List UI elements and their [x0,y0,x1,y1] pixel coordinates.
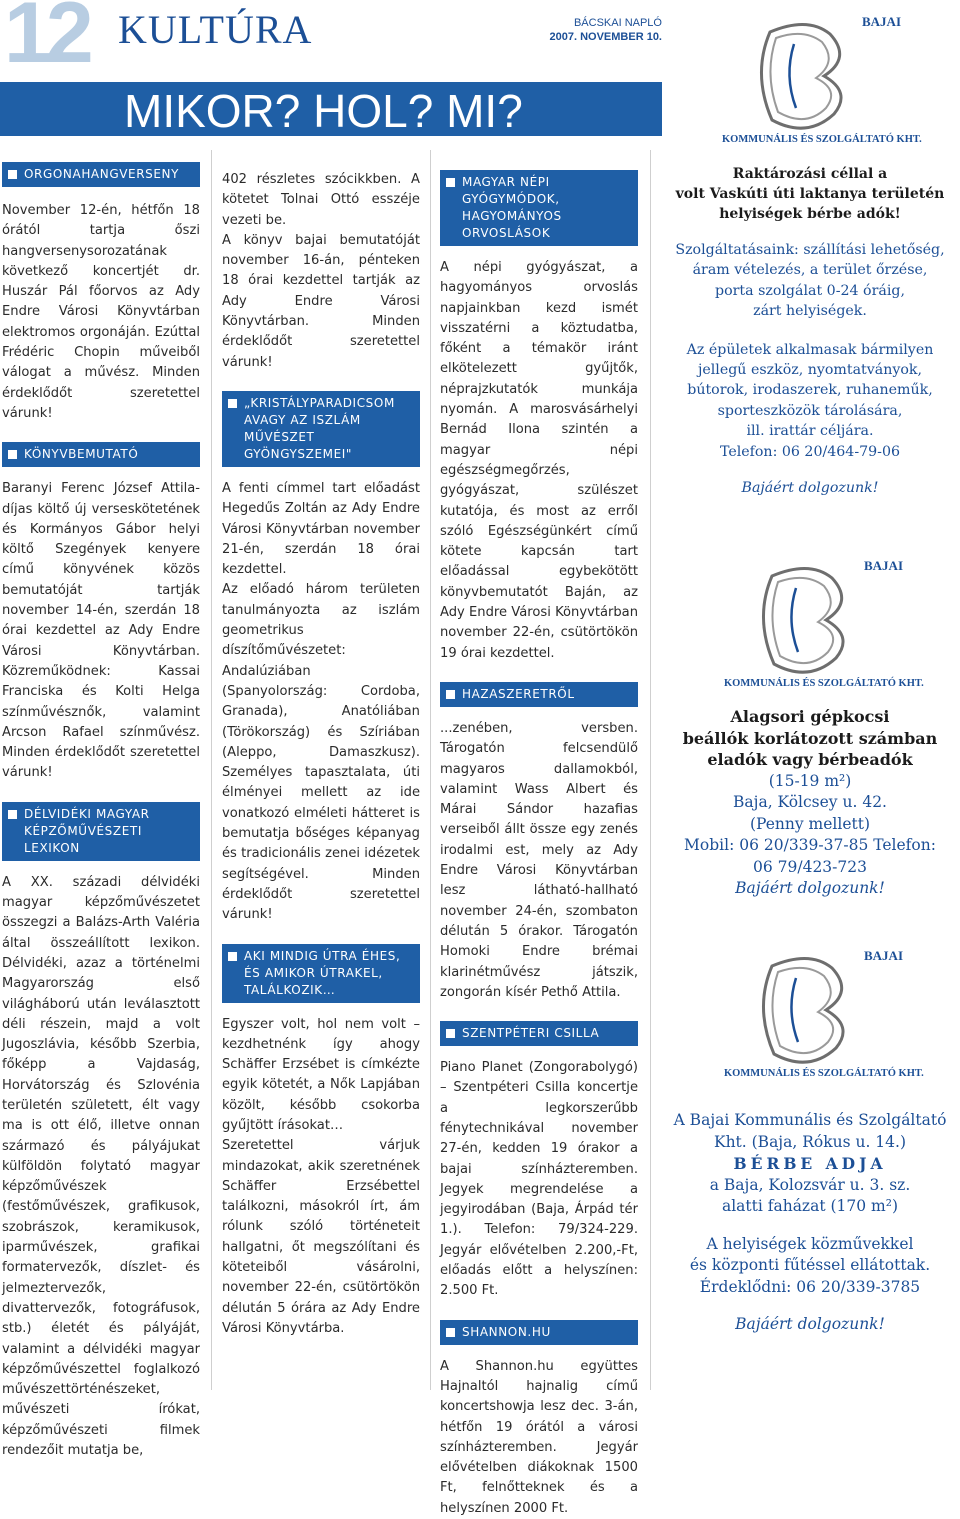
column-divider [650,150,651,1390]
section-tag-label: AKI MINDIG ÚTRA ÉHES, ÉS AMIKOR ÚTRAKEL, TALÁLKOZIK… [244,948,401,997]
article-text: Egyszer volt, hol nem volt – kezdhetnénk így ahogy Schäffer Erzsébet is címkézte egyik kötetét, a Nők Lapjában közölt, később csokorba gyűjtött írásokat… [222,1016,420,1133]
bullet-square-icon [446,690,455,699]
ad-text: Baja, Kölcsey u. 42. [733,793,887,811]
bullet-square-icon [228,399,237,408]
bullet-square-icon [8,450,17,459]
ad-text: és központi fűtéssel ellátottak. [689,1256,931,1274]
logo-bottom-text: KOMMUNÁLIS ÉS SZOLGÁLTATÓ KHT. [724,678,924,689]
headline: MIKOR? HOL? MI? [124,85,523,137]
ad-slogan: Bajáért dolgozunk! [741,480,879,497]
section-tag [2,162,200,187]
bullet-square-icon [446,1328,455,1337]
section-tag [440,1021,638,1046]
section-tag [440,1320,638,1345]
ad-text: A helyiségek közművekkel [706,1234,914,1253]
advertisement-column [664,0,960,1395]
ad-text: a Baja, Kolozsvár u. 3. sz. [709,1175,911,1194]
ad-heading: BÉRBE ADJA [733,1154,887,1173]
bullet-square-icon [8,810,17,819]
ad-text: alatti faházat (170 m²) [721,1197,899,1215]
article-column-1 [2,162,200,1461]
ad-text: sporteszközök tárolására, [717,402,903,419]
article-text: A népi gyógyászat, a hagyományos orvoslás napjainkban kezd ismét visszatérni a köztudatba, főként a témakör iránt elkötelezett gyűjtők, néprajzkutatók munkája nyomán. A marosvásárhelyi Bernád Ilona szintén a magyar népi egészségmegőrzés, gyógyászat, szülészet kutatója, és most az erről szóló Egészségünkért című kötete kapcsán tart előadással egybekötött könyvbemutatót Baján, az Ady Endre Városi Könyvtárban november 22-én, csütörtökön 19 órai kezdettel. [440,260,638,661]
ad-heading: helyiségek bérbe adók! [719,206,901,222]
article-text: A könyv bajai bemutatóját november 16-án, pénteken 18 órai kezdettel tartják az Ady Endre Városi Könyvtárban. Minden érdeklődőt szeretettel várunk! [222,232,420,370]
section-tag [440,682,638,707]
logo-top-text: BAJAI [862,14,902,29]
column-divider [430,150,431,1390]
section-tag-label: KÖNYVBEMUTATÓ [24,447,139,462]
ad-text: Kht. (Baja, Rókus u. 14.) [713,1132,907,1151]
ad-text: ill. irattár céljára. [746,423,874,440]
page-number: 12 [4,0,88,81]
logo-top-text: BAJAI [864,558,904,573]
parking-ad [664,706,956,900]
ad-text: áram vételezés, a terület őrzése, [692,262,928,279]
section-tag [2,442,200,467]
ad-text: Szolgáltatásaink: szállítási lehetőség, [675,242,945,258]
logo-bottom-text: KOMMUNÁLIS ÉS SZOLGÁLTATÓ KHT. [724,1068,924,1079]
ad-text: porta szolgálat 0-24 óráig, [715,282,905,299]
ad-text: (15-19 m²) [768,771,852,790]
article-text: ...zenében, versben. Tárogatón felcsendülő magyaros dallamokból, valamint Wass Albert és Márai Sándor hazafias verseiből állt össze egy zenés irodalmi est, mely az Ady Endre Városi Könyvtárban lesz látható-hallható november 24-én, szombaton délután 5 órakor. Tárogatón Homoki Endre brémai klarinétművész játszik, zongorán kísér Pethő Attila. [440,720,638,1000]
article-text: November 12-én, hétfőn 18 órától tartja őszi hangversenysorozatának következő koncertjét dr. Huszár Pál főorvos az Ady Endre Városi Könyvtárban elektromos orgonáján. Ezúttal Frédéric Chopin műveiből válogat a művész. Minden érdeklődőt szeretettel várunk! [2,203,200,421]
article-text: A fenti címmel tart előadást Hegedűs Zoltán az Ady Endre Városi Könyvtárban november 21-én, szerdán 18 órai kezdettel. [222,480,420,578]
section-tag-label: SZENTPÉTERI CSILLA [462,1026,600,1041]
article-column-2 [222,170,420,1339]
logo-top-text: BAJAI [864,948,904,963]
section-tag [440,170,638,246]
ad-phone: Telefon: 06 20/464-79-06 [719,443,901,460]
section-tag-label: MAGYAR NÉPI GYÓGYMÓDOK, HAGYOMÁNYOS ORVOSLÁSOK [462,175,562,240]
section-tag-label: DÉLVIDÉKI MAGYAR KÉPZŐMŰVÉSZETI LEXIKON [24,806,150,855]
bullet-square-icon [8,170,17,179]
issue-date: 2007. NOVEMBER 10. [549,31,662,43]
cabin-rental-ad [664,1110,956,1336]
column-divider [211,150,212,1390]
article-text: Az előadó három területen tanulmányozta az iszlám geometrikus díszítőművészetet: Andalúziában (Spanyolország: Cordoba, Granada), Anatóliában (Törökország) és Szíriában (Aleppo, Damaszkusz). Személyes tapasztalata, úti élményei mellett az ide vonatkozó elméleti hátteret is bemutatja bőséges képanyag és tradicionális zenei idézetek segítségével. Minden érdeklődőt szeretettel várunk! [222,582,420,923]
ad-heading: eladók vagy bérbeadók [707,750,913,769]
section-tag-label: SHANNON.HU [462,1324,551,1339]
ad-heading: volt Vaskúti úti laktanya területén [675,186,945,202]
ad-heading: Alagsori gépkocsi [730,707,890,726]
logo-bottom-text: KOMMUNÁLIS ÉS SZOLGÁLTATÓ KHT. [722,134,922,145]
company-logo-icon [714,938,924,1084]
storage-ad [664,164,956,496]
ad-phone: 06 79/423-723 [752,857,867,876]
section-title: KULTÚRA [118,7,313,52]
bullet-square-icon [446,178,455,187]
ad-slogan: Bajáért dolgozunk! [735,879,885,897]
article-text: Piano Planet (Zongorabolygó) – Szentpéteri Csilla koncertje a legkorszerűbb fénytechnikával november 27-én, kedden 19 órakor a bajai színházteremben. Jegyek megrendelése a jegyirodában (Baja, Árpád tér 1.). Telefon: 79/324-229. Jegyár elővételben 2.200,-Ft, előadás előtt a helyszínen: 2.500 Ft. [440,1060,638,1299]
article-text: 402 részletes szócikkben. A kötetet Tolnai Ottó esszéje vezeti be. [222,172,420,228]
ad-slogan: Bajáért dolgozunk! [735,1315,885,1333]
paper-name: BÁCSKAI NAPLÓ [573,17,662,29]
company-logo [714,938,924,1084]
masthead [520,16,662,44]
company-logo [714,548,924,694]
ad-text: zárt helyiségek. [753,303,867,320]
ad-text: Az épületek alkalmasak bármilyen [686,341,934,358]
section-tag-label: HAZASZERETRŐL [462,686,575,701]
ad-text: A Bajai Kommunális és Szolgáltató [673,1111,947,1129]
bullet-square-icon [446,1029,455,1038]
section-tag [222,944,420,1003]
ad-text: (Penny mellett) [749,814,871,833]
ad-text: jellegű eszköz, nyomtatványok, [697,362,923,379]
article-text: A Shannon.hu együttes Hajnaltól hajnalig című koncertshowja lesz dec. 3-án, hétfőn 19 órától a városi színházteremben. Jegyár elővételben diákoknak 1500 Ft, felnőtteknek és a helyszínen 2000 Ft. [440,1358,638,1516]
bullet-square-icon [228,952,237,961]
ad-text: bútorok, irodaszerek, ruhaneműk, [687,382,933,399]
article-text: A XX. századi délvidéki magyar képzőművészetet összegzi a Balázs-Arth Valéria által összeállított lexikon. Délvidéki, azaz a történelmi Magyarország első világháború után leválasztott déli részein, majd a volt Jugoszlávia, később Szerbia, főképp a Vajdaság, Horvátország és Szlovénia területén született, élt vagy ma is ott élő, illetve onnan származó és pályájukat külföldön folytató magyar képzőművészek (festőművészek, grafikusok, szobrászok, keramikusok, iparművészek, grafikai formatervezők, díszlet- és jelmeztervezők, divattervezők, fotográfusok, stb.) életét és pályáját, valamint a délvidéki magyar képzőművészettel foglalkozó művészettörténészeket, művészeti írókat, képzőművészeti filmek rendezőit mutatja be, [2,874,200,1459]
ad-phone: Mobil: 06 20/339-37-85 Telefon: [684,836,936,854]
ad-heading: beállók korlátozott számban [682,728,938,748]
section-tag [222,391,420,467]
ad-phone: Érdeklődni: 06 20/339-3785 [699,1277,921,1296]
section-tag-label: ORGONAHANGVERSENY [24,167,180,181]
section-tag [2,802,200,861]
company-logo [712,4,922,150]
article-text: Baranyi Ferenc József Attila-díjas költő új verseskötetének és Kormányos Gábor helyi költő Szegények kenyere című könyvének közös bemutatóját tartják november 14-én, szerdán 18 órai kezdettel az Ady Endre Városi Könyvtárban. Közreműködnek: Kassai Franciska és Kolti Helga színművésznők, valamint Arcson Rafael színművész. Minden érdeklődőt szeretettel várunk! [2,481,200,781]
company-logo-icon [714,548,924,694]
ad-heading: Raktározási céllal a [732,166,888,182]
company-logo-icon [712,4,922,150]
article-text: Szeretettel várjuk mindazokat, akik szeretnének Schäffer Erzsébettel találkozni, másokról írt, ám rólunk szóló történeteit hallgatni, őt megszólítani és köteteiből vásárolni, november 22-én, csütörtökön délután 5 órára az Ady Endre Városi Könyvtárba. [222,1138,420,1336]
section-tag-label: „KRISTÁLYPARADICSOM AVAGY AZ ISZLÁM MŰVÉSZET GYÖNGYSZEMEI" [244,395,395,461]
article-column-3 [440,170,638,1519]
